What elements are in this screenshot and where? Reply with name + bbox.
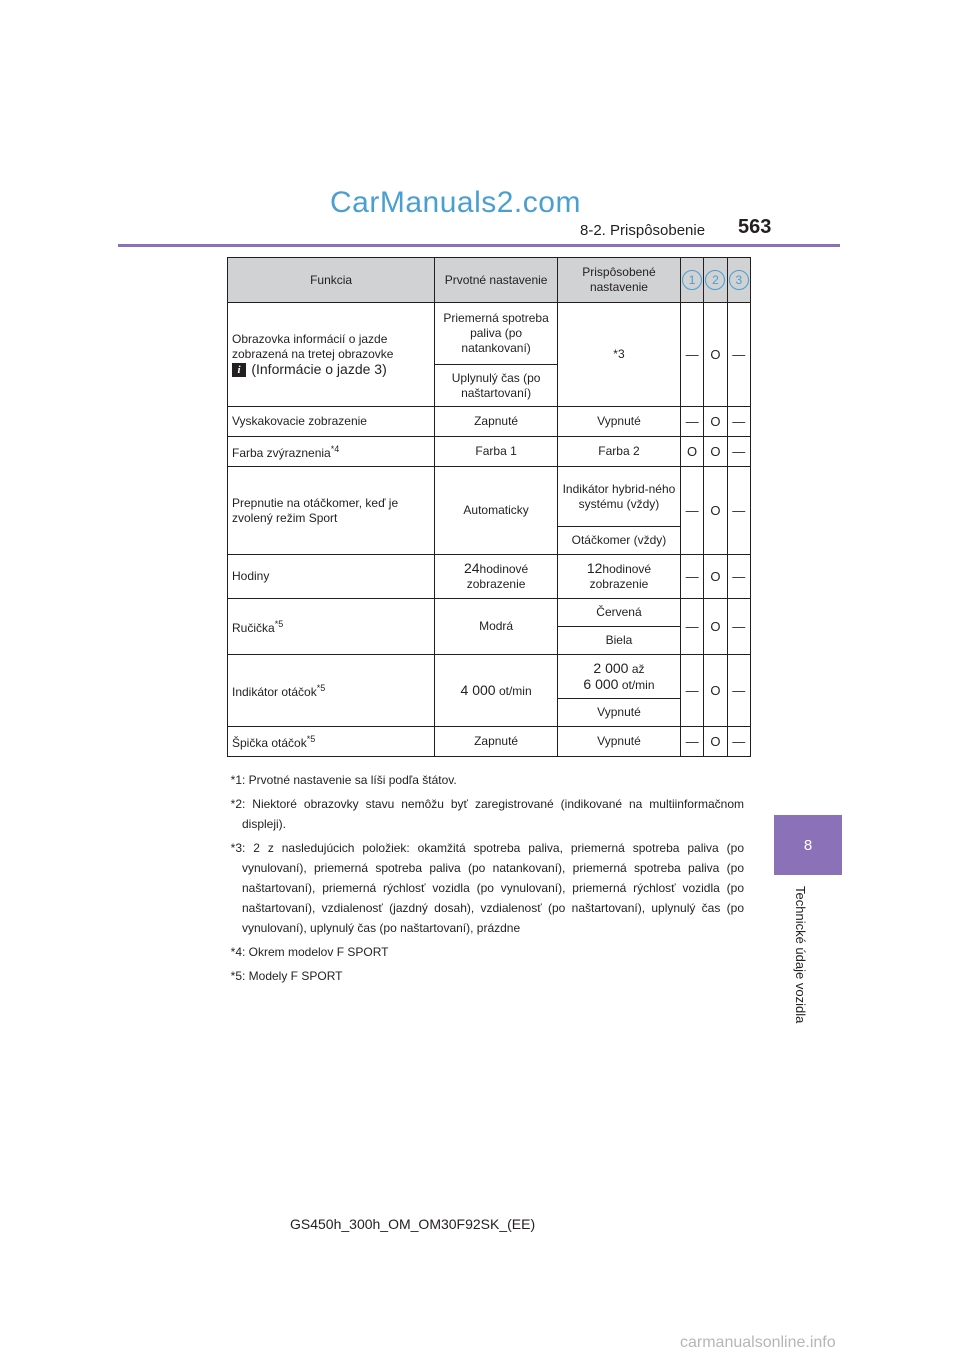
table-row bbox=[228, 437, 751, 467]
footnote bbox=[216, 942, 744, 962]
col1-circle: 1 bbox=[682, 270, 702, 290]
footnote-ref: *5 bbox=[316, 683, 326, 693]
header-col1 bbox=[680, 258, 703, 303]
row-mark-3: — bbox=[727, 407, 750, 437]
row-custom bbox=[558, 655, 681, 699]
row-function bbox=[228, 727, 435, 757]
row-initial bbox=[435, 555, 558, 599]
footnote bbox=[216, 838, 744, 938]
row-function-text: Obrazovka informácií o jazde zobrazená na tretej obrazovke bbox=[232, 331, 394, 361]
footnote bbox=[216, 966, 744, 986]
row-custom: *3 bbox=[558, 303, 681, 407]
row-custom bbox=[558, 555, 681, 599]
footnote-key: *3 bbox=[230, 841, 242, 855]
footnote-text: : Modely F SPORT bbox=[242, 969, 343, 983]
row-custom: Vypnuté bbox=[558, 727, 681, 757]
row-custom-alt: Biela bbox=[558, 627, 681, 655]
row-function bbox=[228, 599, 435, 655]
row-initial: Automaticky bbox=[435, 467, 558, 555]
footnotes bbox=[216, 770, 744, 990]
row-mark-2: O bbox=[704, 437, 727, 467]
row-mark-1: — bbox=[680, 407, 703, 437]
settings-table bbox=[227, 257, 751, 757]
table-header-row bbox=[228, 258, 751, 303]
section-title: 8-2. Prispôsobenie bbox=[580, 222, 706, 239]
row-custom-to: až bbox=[631, 661, 645, 676]
row-custom-alt: Vypnuté bbox=[558, 699, 681, 727]
row-mark-2: O bbox=[704, 467, 727, 555]
row-initial-alt: Uplynulý čas (po naštartovaní) bbox=[435, 365, 558, 407]
row-custom-num: 12 bbox=[586, 560, 603, 576]
row-mark-1: — bbox=[680, 655, 703, 727]
table-row bbox=[228, 555, 751, 599]
row-function bbox=[228, 655, 435, 727]
footnote-ref: *4 bbox=[330, 444, 340, 454]
row-function: Hodiny bbox=[228, 555, 435, 599]
table-row bbox=[228, 727, 751, 757]
col2-circle: 2 bbox=[705, 270, 725, 290]
row-mark-1: — bbox=[680, 727, 703, 757]
row-mark-3: — bbox=[727, 555, 750, 599]
row-initial bbox=[435, 655, 558, 727]
row-mark-1: O bbox=[680, 437, 703, 467]
row-initial: Zapnuté bbox=[435, 727, 558, 757]
footnote-key: *5 bbox=[230, 969, 242, 983]
row-custom-text: hodinové zobrazenie bbox=[589, 562, 652, 591]
footnote-ref: *5 bbox=[274, 619, 284, 629]
row-function bbox=[228, 303, 435, 407]
table-row bbox=[228, 599, 751, 627]
row-mark-2: O bbox=[704, 555, 727, 599]
row-custom-unit: ot/min bbox=[621, 677, 655, 692]
row-function-sub: (Informácie o jazde 3) bbox=[251, 360, 387, 377]
row-initial: Modrá bbox=[435, 599, 558, 655]
row-function-text: Farba zvýraznenia bbox=[232, 446, 331, 460]
row-custom: Červená bbox=[558, 599, 681, 627]
footnote-ref: *5 bbox=[306, 734, 316, 744]
chapter-label: Technické údaje vozidla bbox=[793, 886, 808, 1024]
col3-circle: 3 bbox=[729, 270, 749, 290]
row-function-text: Indikátor otáčok bbox=[232, 685, 317, 699]
row-mark-2: O bbox=[704, 727, 727, 757]
footnote-text: : Okrem modelov F SPORT bbox=[242, 945, 389, 959]
row-mark-3: — bbox=[727, 467, 750, 555]
row-initial: Zapnuté bbox=[435, 407, 558, 437]
footnote bbox=[216, 770, 744, 790]
row-custom: Farba 2 bbox=[558, 437, 681, 467]
watermark-footer: carmanualsonline.info bbox=[680, 1334, 836, 1351]
row-mark-1: — bbox=[680, 555, 703, 599]
row-mark-3: — bbox=[727, 727, 750, 757]
header-custom: Prispôsobené nastavenie bbox=[558, 258, 681, 303]
row-initial-unit: ot/min bbox=[498, 683, 532, 698]
row-mark-1: — bbox=[680, 599, 703, 655]
table-row bbox=[228, 303, 751, 365]
table-row bbox=[228, 407, 751, 437]
info-icon: i bbox=[232, 363, 246, 377]
table-row bbox=[228, 467, 751, 527]
row-initial-text: hodinové zobrazenie bbox=[466, 562, 529, 591]
footnote-text: : Niektoré obrazovky stavu nemôžu byť zaregistrované (indikované na multiinformačnom displeji). bbox=[242, 797, 744, 831]
footnote-text: : 2 z nasledujúcich položiek: okamžitá spotreba paliva, priemerná spotreba paliva (po vynulovaní), priemerná spotreba paliva (po natankovaní), priemerná spotreba paliva (po naštartovaní), priemerná rýchlosť vozidla (po vynulovaní), priemerná rýchlosť vozidla (po naštartovaní), vzdialenosť (jazdný dosah), vzdialenosť (po naštartovaní), uplynulý čas (po vynulovaní), uplynulý čas (po naštartovaní), prázdne bbox=[242, 841, 744, 935]
chapter-number: 8 bbox=[803, 836, 813, 854]
row-mark-3: — bbox=[727, 437, 750, 467]
row-mark-2: O bbox=[704, 599, 727, 655]
row-function: Prepnutie na otáčkomer, keď je zvolený režim Sport bbox=[228, 467, 435, 555]
row-mark-2: O bbox=[704, 303, 727, 407]
row-mark-2: O bbox=[704, 655, 727, 727]
chapter-tab[interactable] bbox=[774, 815, 842, 875]
row-mark-3: — bbox=[727, 599, 750, 655]
row-initial-num: 24 bbox=[463, 560, 480, 576]
footnote bbox=[216, 794, 744, 834]
header-rule bbox=[118, 244, 840, 247]
row-function bbox=[228, 437, 435, 467]
row-initial-num: 4 000 bbox=[460, 681, 496, 698]
header-function: Funkcia bbox=[228, 258, 435, 303]
row-mark-3: — bbox=[727, 655, 750, 727]
row-function-text: Špička otáčok bbox=[232, 736, 307, 750]
footnote-key: *4 bbox=[230, 945, 242, 959]
row-function: Vyskakovacie zobrazenie bbox=[228, 407, 435, 437]
header-col2 bbox=[704, 258, 727, 303]
footnote-text: : Prvotné nastavenie sa líši podľa štátov. bbox=[242, 773, 457, 787]
footnote-key: *1 bbox=[230, 773, 242, 787]
row-custom-num2: 6 000 bbox=[583, 675, 619, 692]
row-mark-1: — bbox=[680, 303, 703, 407]
watermark-logo: CarManuals2.com bbox=[330, 186, 581, 219]
header-col3 bbox=[727, 258, 750, 303]
row-custom: Vypnuté bbox=[558, 407, 681, 437]
page-number: 563 bbox=[738, 216, 772, 238]
row-mark-1: — bbox=[680, 467, 703, 555]
document-code: GS450h_300h_OM_OM30F92SK_(EE) bbox=[290, 1216, 536, 1232]
row-mark-2: O bbox=[704, 407, 727, 437]
row-custom-num1: 2 000 bbox=[593, 659, 629, 676]
row-function-text: Ručička bbox=[232, 621, 275, 635]
row-initial: Farba 1 bbox=[435, 437, 558, 467]
table-row bbox=[228, 655, 751, 699]
row-custom-alt: Otáčkomer (vždy) bbox=[558, 527, 681, 555]
row-mark-3: — bbox=[727, 303, 750, 407]
row-initial: Priemerná spotreba paliva (po natankovaní) bbox=[435, 303, 558, 365]
row-custom: Indikátor hybrid-ného systému (vždy) bbox=[558, 467, 681, 527]
header-initial: Prvotné nastavenie bbox=[435, 258, 558, 303]
footnote-key: *2 bbox=[230, 797, 242, 811]
